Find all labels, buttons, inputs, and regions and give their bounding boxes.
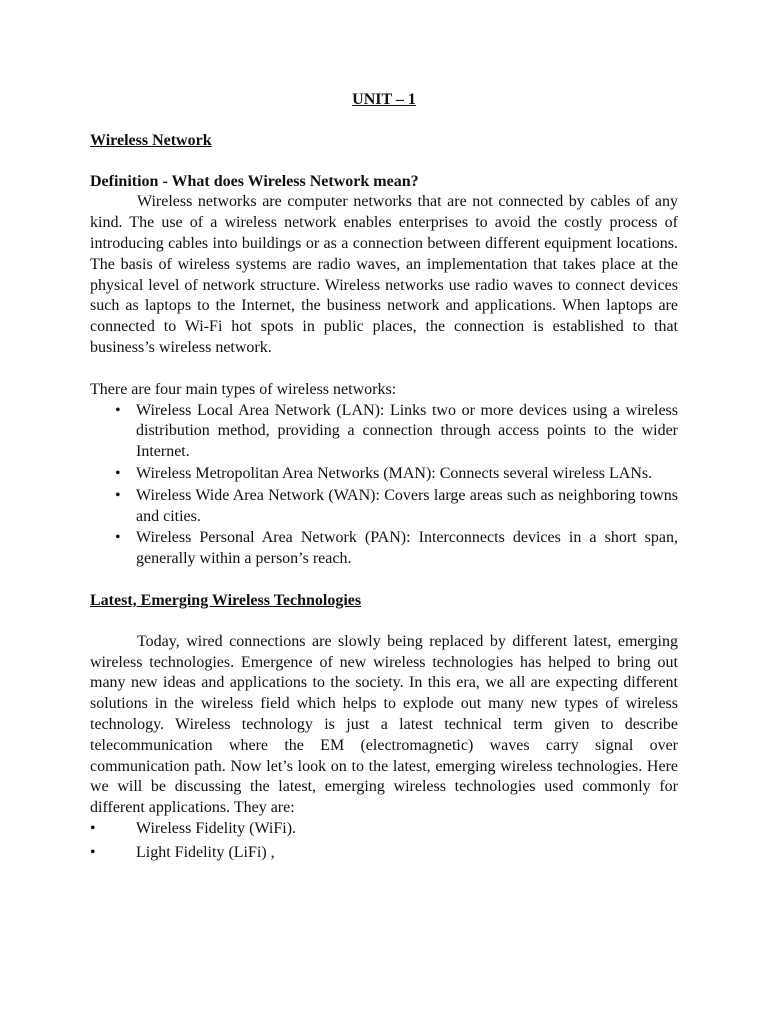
list-item-text: Wireless Local Area Network (LAN): Links two or more devices using a wireless distribution method, providing a connection through access points to the wider Internet. — [136, 401, 678, 461]
bullet-icon: • — [115, 529, 121, 547]
bullet-icon: • — [115, 486, 121, 504]
list-item — [90, 843, 678, 864]
list-item-text: Wireless Metropolitan Area Networks (MAN): Connects several wireless LANs. — [136, 464, 653, 482]
network-types-list — [90, 401, 678, 570]
list-item — [90, 819, 678, 840]
types-intro: There are four main types of wireless networks: — [90, 380, 397, 398]
document-page — [90, 90, 678, 867]
list-item-text: Wireless Fidelity (WiFi). — [136, 819, 297, 837]
list-item-text: Wireless Personal Area Network (PAN): Interconnects devices in a short span, generally within a person’s reach. — [136, 529, 678, 568]
bullet-icon: • — [115, 401, 121, 419]
section-title-wireless-network: Wireless Network — [90, 131, 212, 149]
list-item-text: Wireless Wide Area Network (WAN): Covers large areas such as neighboring towns and cities. — [136, 486, 678, 525]
bullet-icon: • — [90, 843, 96, 861]
unit-title: UNIT – 1 — [352, 91, 416, 108]
list-item — [90, 528, 678, 570]
list-item — [90, 464, 678, 485]
bullet-icon: • — [115, 464, 121, 482]
technologies-paragraph: Today, wired connections are slowly being replaced by different latest, emerging wireless technologies. Emergence of new wireless technologies has helped to bring out many new ideas and applications to the society. In this era, we all are expecting different solutions in the wireless field which helps to explode out many new types of wireless technology. Wireless technology is just a latest technical term given to describe telecommunication where the EM (electromagnetic) waves carry signal over communication path. Now let’s look on to the latest, emerging wireless technologies. Here we will be discussing the latest, emerging wireless technologies used commonly for different applications. They are: — [90, 632, 678, 817]
list-item — [90, 486, 678, 528]
technologies-list — [90, 819, 678, 864]
definition-paragraph: Wireless networks are computer networks that are not connected by cables of any kind. The use of a wireless network enables enterprises to avoid the costly process of introducing cables into buildings or as a connection between different equipment locations. The basis of wireless systems are radio waves, an implementation that takes place at the physical level of network structure. Wireless networks use radio waves to connect devices such as laptops to the Internet, the business network and applications. When laptops are connected to Wi-Fi hot spots in public places, the connection is established to that business’s wireless network. — [90, 193, 678, 356]
bullet-icon: • — [90, 819, 96, 837]
list-item — [90, 401, 678, 463]
section-title-emerging-technologies: Latest, Emerging Wireless Technologies — [90, 591, 362, 609]
list-item-text: Light Fidelity (LiFi) , — [136, 843, 275, 861]
definition-heading: Definition - What does Wireless Network mean? — [90, 172, 419, 190]
